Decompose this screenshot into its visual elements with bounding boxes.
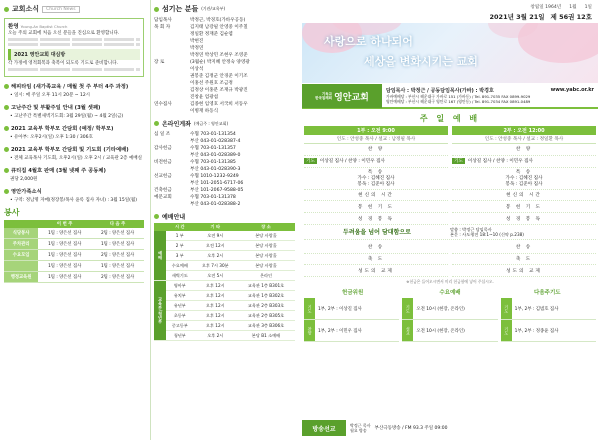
- schedule-place: 본당 B1 소예배: [237, 331, 295, 341]
- bullet-icon: [4, 126, 9, 131]
- account-row: [154, 173, 295, 187]
- offering-text: 1부, 2부 : 김범호 집사: [514, 306, 559, 312]
- slogan-line-2: 세상을 변화시키는 교회: [364, 55, 478, 68]
- church-info: [382, 88, 551, 104]
- table-row: [4, 239, 144, 250]
- staff-role: [154, 52, 190, 59]
- staff-role: [154, 73, 190, 80]
- staff-role: 목 회 자: [154, 25, 171, 30]
- news-item: [4, 124, 144, 140]
- staff-names: 박정연: [190, 46, 204, 51]
- prayer-row: [452, 156, 596, 168]
- pastor-info: 담임목사 : 박정근 / 공동담임목사(가바) : 박경호: [386, 88, 494, 94]
- bullet-icon: [4, 189, 9, 194]
- prayer-row: [304, 156, 448, 168]
- service-role: 행정교육원: [4, 272, 38, 283]
- table-row: [154, 261, 295, 271]
- schedule-title: 예배안내: [162, 214, 186, 221]
- order-item: 축 도: [452, 254, 596, 266]
- broadcast-footer: [302, 420, 598, 436]
- broadcast-pastor: 박정근 목사: [350, 423, 371, 428]
- account-row: [154, 187, 295, 194]
- staff-row: [154, 38, 295, 45]
- staff-names: 진창윤 엄광섭: [190, 95, 219, 100]
- account-number-1: 수협 703-01-131354: [190, 132, 236, 137]
- service-table: [4, 220, 144, 283]
- prayer-text: 이상길 집사 / 찬양 : 이민우 집사: [467, 159, 533, 165]
- logo-small-2: 한국침례회: [315, 96, 333, 100]
- news-item-title-text: 영안가족소식: [11, 189, 42, 195]
- news-item-title: [4, 124, 144, 132]
- order-item: 성도의 교제: [452, 265, 596, 277]
- special-song: [304, 168, 448, 190]
- order-item: 찬 송: [452, 242, 596, 254]
- order-item: 특 송: [367, 170, 385, 176]
- service-role: 식당봉사: [4, 228, 38, 239]
- staff-role: [154, 31, 190, 38]
- account-numbers: [190, 173, 243, 187]
- staff-role: [154, 45, 190, 52]
- offering-row: [501, 298, 596, 320]
- offering-label: 찬양: [304, 320, 315, 341]
- this-week: 1팀 : 양은선 집사: [38, 250, 91, 261]
- schedule-place: 온라인: [237, 271, 295, 281]
- order-item: 축 도: [304, 254, 448, 266]
- table-row: [154, 281, 295, 291]
- slogan-line-1: 사랑으로 하나되어: [324, 35, 413, 48]
- staff-row: [154, 73, 295, 80]
- schedule-group: 교육부/청년부: [154, 281, 166, 341]
- service-2: [452, 126, 596, 225]
- services: [300, 126, 600, 225]
- welcome-english: Young-An Baptist Church: [20, 24, 68, 29]
- offering-row: [304, 320, 399, 342]
- schedule-name: 2 부: [166, 241, 193, 251]
- schedule-table: [154, 223, 295, 341]
- staff-header: [154, 4, 295, 14]
- table-row: [154, 291, 295, 301]
- staff-names: 이상석: [190, 67, 204, 72]
- welcome-body: 오늘 주의 교회에 처음 오신 분들을 진심으로 환영합니다.: [8, 31, 120, 36]
- staff-subtitle: (기관/교육부): [201, 6, 226, 11]
- special-song-singer: 가수 : 김혜진 집사: [357, 176, 395, 182]
- staff-row: [154, 87, 295, 94]
- news-item: [4, 187, 144, 203]
- account-row: [154, 194, 295, 208]
- broadcast-day: 월요 방송: [350, 428, 367, 433]
- special-song: [452, 168, 596, 190]
- order-item: 찬 양: [452, 144, 596, 156]
- church-logo: [302, 84, 382, 108]
- order-item: 봉 헌 기 도: [304, 201, 448, 213]
- broadcast-station: 부산극동방송 / FM 93.3 주일 09:00: [374, 426, 448, 431]
- schedule-time: 오전 5시: [194, 271, 238, 281]
- bullet-icon: [4, 84, 9, 89]
- schedule-time: 오후 2시: [194, 331, 238, 341]
- schedule-name: 유년부: [166, 301, 193, 311]
- schedule-place: 교육관 2층 B303호: [237, 301, 295, 311]
- bullet-icon: [154, 7, 159, 12]
- schedule-place: 본당 사랑홀: [237, 261, 295, 271]
- staff-row: [154, 24, 295, 31]
- offering-label: 설교: [402, 320, 413, 341]
- schedule-place: 본당 사랑홀: [237, 241, 295, 251]
- staff-names: 박정근, 박경호(가바우공동): [190, 18, 246, 23]
- sermon-preacher: 말씀 : 박정근 담임목사: [450, 226, 492, 232]
- table-row: [4, 272, 144, 283]
- order-item: 찬 양: [304, 144, 448, 156]
- table-row: [154, 321, 295, 331]
- schedule-name: 영아부: [166, 281, 193, 291]
- sermon-row: [304, 225, 596, 240]
- logo-text: 영안교회: [334, 92, 369, 103]
- table-row: [154, 231, 295, 241]
- schedule-header-cell: 기 타: [194, 223, 238, 231]
- schedule-time: 오후 12시: [194, 291, 238, 301]
- founded: 창립일 1964년: [530, 5, 562, 10]
- account-number-2: 부산 043-01-028387-4: [190, 139, 241, 144]
- staff-names: 권봉준 김정군 안경준 이기조: [190, 74, 248, 79]
- account-number-2: 부산 043-01-028389-0: [190, 153, 241, 158]
- church-bar: [302, 85, 598, 109]
- news-title: 교회소식: [12, 5, 40, 13]
- staff-names: 박정연 박상민 조현우 조영준: [190, 53, 248, 58]
- table-row: [154, 271, 295, 281]
- schedule-header: [154, 212, 295, 221]
- order-item: 성 경 봉 독: [304, 213, 448, 225]
- table-row: [4, 228, 144, 239]
- staff-role: [154, 38, 190, 45]
- visitation-body: 각 가정에 영적회복과 축복이 되도록 기도로 준비합니다.: [8, 61, 118, 66]
- table-row: [4, 261, 144, 272]
- offering-text: 1부, 2부 : 정종윤 집사: [514, 328, 559, 334]
- staff-row: [154, 59, 295, 66]
- table-row: [154, 241, 295, 251]
- staff-row: [154, 101, 295, 108]
- account-type: 선교헌금: [154, 174, 172, 179]
- news-item: [4, 145, 144, 161]
- address-2: 영안예배당 : 부산시 해운대구 영안로 167 (영안동) / Tel. 891-7034 FAX 0891-0489: [386, 99, 531, 104]
- news-list: [4, 82, 144, 203]
- special-song-reader: 봉독 : 김준아 집사: [357, 182, 395, 188]
- this-week: 1팀 : 양은선 집사: [38, 261, 91, 272]
- news-item-body: • 구역: 정남명 자매(정장봉/목사 윤록 집사 자녀) : 3월 15일(월): [10, 198, 137, 203]
- account-type: 비전헌금: [154, 160, 172, 165]
- staff-role: 연수집사: [154, 102, 172, 107]
- staff-role: [154, 66, 190, 73]
- schedule-place: 교육관 1층 B301호: [237, 281, 295, 291]
- staff-names: 김지태 남강필 안영중 이주칠: [190, 25, 248, 30]
- schedule-time: 오전 12시: [194, 241, 238, 251]
- offering-column: [304, 298, 399, 342]
- offering-label: 기도: [304, 298, 315, 319]
- table-row: [154, 251, 295, 261]
- staff-names: 이병재 하동식: [190, 109, 219, 114]
- table-row: [154, 331, 295, 341]
- logo-small-1: 기독교: [321, 92, 333, 96]
- news-column: [0, 0, 148, 440]
- offering-text: 오전 10시 (현장, 온라인): [416, 328, 465, 334]
- schedule-time: 오후 12시: [194, 301, 238, 311]
- staff-role: [154, 80, 190, 87]
- welcome-box: [4, 18, 144, 77]
- service-leaders: 인도 : 안성중 목사 / 설교 : 정일환 목사: [452, 135, 596, 144]
- staff-names: 정일환 정재준 김순엽: [190, 32, 233, 37]
- next-week: 1팀 : 양은선 집사: [91, 261, 144, 272]
- offering-header: 수요예배: [439, 290, 461, 297]
- service-table-header: [4, 220, 38, 228]
- next-week: 2팀 : 양은선 집사: [91, 272, 144, 283]
- schedule-name: 새벽기도: [166, 271, 193, 281]
- news-item-body: • 고난주간 특별새벽기도회: 3월 29일(월) ~ 4월 2일(금): [10, 114, 124, 119]
- news-item-body: • 전체 교육목사 기도회, 오후2시(일) 오후 2시 / 교육관 2층 예배실: [10, 156, 142, 161]
- bullet-icon: [4, 168, 9, 173]
- table-row: [154, 311, 295, 321]
- news-item-title-text: 2021 교육부 학부모 간담회 및 기도회 (기타예배): [11, 147, 129, 153]
- schedule-name: 1 부: [166, 231, 193, 241]
- offering-grid: [304, 298, 596, 342]
- news-item-title-text: 고난주간 및 부활주일 안내 (3월 셋째): [11, 105, 101, 111]
- staff-row: [154, 80, 295, 87]
- bullet-icon: [4, 7, 9, 12]
- schedule-time: 오후 2시: [194, 251, 238, 261]
- offering-header: 헌금위원: [342, 290, 364, 297]
- staff-column: [150, 0, 298, 440]
- service-table-header: 다 음 주: [91, 220, 144, 228]
- account-number-2: 부산 043-01-028390-3: [190, 167, 241, 172]
- schedule-place: 본당 사랑홀: [237, 231, 295, 241]
- account-number-2: 부산 043-01-028388-2: [190, 202, 241, 207]
- next-week: 1팀 : 양은선 집사: [91, 239, 144, 250]
- staff-role: 장 로: [154, 60, 165, 65]
- order-item: 성도의 교제: [304, 265, 448, 277]
- staff-names: 김정상 이홍분 조재규 박광진: [190, 88, 248, 93]
- schedule-place: 본당 사랑홀: [237, 251, 295, 261]
- account-number-2: 부산 101-2051-6717-06: [190, 181, 244, 186]
- staff-row: [154, 66, 295, 73]
- prayer-text: 이상길 집사 / 찬양 : 이민우 집사: [319, 159, 385, 165]
- worship-title: 주 일 예 배: [419, 114, 481, 123]
- service-table-header: 이 번 주: [38, 220, 91, 228]
- bullet-icon: [4, 105, 9, 110]
- news-item: [4, 166, 144, 182]
- account-numbers: [190, 187, 243, 194]
- offering-label: 기도: [402, 298, 413, 319]
- account-numbers: [190, 131, 240, 145]
- offering-text: 1부, 2부 : 이상길 집사: [318, 306, 362, 312]
- welcome-heading: 환영: [8, 24, 19, 30]
- offering-text: 1부, 2부 : 이민우 집사: [318, 328, 362, 334]
- offering-text: 오전 10시 (현장, 온라인): [416, 306, 465, 312]
- next-week: 2팀 : 양은선 집사: [91, 250, 144, 261]
- order-item: 성 경 봉 독: [452, 213, 596, 225]
- news-item-body: • 일시: 매 주일 오후 11시 20분 ~ 12시: [10, 93, 91, 98]
- schedule-group: 예배: [154, 231, 166, 281]
- order-item: 현신의 시간: [304, 190, 448, 202]
- special-song-reader: 봉독 : 김준아 집사: [505, 182, 543, 188]
- staff-row: [154, 31, 295, 38]
- schedule-name: 초등부: [166, 311, 193, 321]
- offering-note: ※헌금은 들어오시면서 미리 헌금함에 넣어 주십시오.: [406, 279, 494, 285]
- online-title: 온라인게좌: [162, 121, 191, 128]
- schedule-name: 유치부: [166, 291, 193, 301]
- staff-names: (3월순) 박지혜 안정숙 양영광: [190, 60, 250, 65]
- staff-names: 김종현 임영호 서국희 서동우: [190, 102, 248, 107]
- website-link[interactable]: www.yabc.or.kr: [550, 87, 594, 93]
- staff-row: [154, 52, 295, 59]
- news-item: [4, 103, 144, 119]
- volume: 1월: [569, 5, 577, 10]
- schedule-name: 중고등부: [166, 321, 193, 331]
- offering-headers: [304, 288, 596, 296]
- this-week: 1팀 : 양은선 집사: [38, 272, 91, 283]
- staff-names: 박현진: [190, 39, 204, 44]
- schedule-name: 청년부: [166, 331, 193, 341]
- special-song-singer: 가수 : 김혜진 집사: [505, 176, 543, 182]
- broadcast-label: 방송선교: [302, 420, 346, 436]
- staff-row: [154, 45, 295, 52]
- table-row: [154, 301, 295, 311]
- staff-row: [154, 94, 295, 101]
- news-item-title: [4, 145, 144, 153]
- after-rows: [300, 242, 600, 277]
- account-list: [154, 131, 295, 208]
- schedule-header-cell: [154, 223, 166, 231]
- schedule-place: 교육관 1층 B302호: [237, 291, 295, 301]
- news-item-title: [4, 82, 144, 90]
- news-item-body: • 유아부: 오후2시(일) 오후 1:30 / 306호: [10, 135, 93, 140]
- offering-column: [402, 298, 497, 342]
- news-item-title: [4, 166, 144, 174]
- account-number-1: 수협 703-01-131385: [190, 160, 236, 165]
- schedule-header-cell: 시 간: [166, 223, 193, 231]
- offering-row: [501, 320, 596, 342]
- offering-row: [402, 320, 497, 342]
- staff-role: [154, 87, 190, 94]
- service-1: [304, 126, 448, 225]
- issue-date: 2021년 3월 21일: [489, 13, 545, 21]
- account-type: 건축헌금: [154, 188, 172, 193]
- schedule-time: 오후 12시: [194, 281, 238, 291]
- service-header: 1부 : 오전 9:00: [304, 126, 448, 135]
- staff-roles: [154, 17, 295, 115]
- schedule-name: 3 부: [166, 251, 193, 261]
- account-numbers: [190, 159, 240, 173]
- prayer-tag: 기도: [306, 159, 315, 165]
- this-week: 1팀 : 양은선 집사: [38, 239, 91, 250]
- staff-role: 담임목사: [154, 18, 172, 23]
- order-item: 찬 송: [304, 242, 448, 254]
- news-item-title-text: 2021 교육부 학부모 간담회 (예정/ 학부모): [11, 126, 114, 132]
- news-item-body: 권당 2,000원: [10, 177, 38, 182]
- online-header: [154, 119, 295, 128]
- offering-header: 다음주기도: [534, 290, 561, 297]
- service-role: 주차관리: [4, 239, 38, 250]
- table-row: [4, 250, 144, 261]
- worship-column: [300, 0, 600, 440]
- service-title: 봉사: [4, 208, 20, 217]
- staff-role: [154, 94, 190, 101]
- bullet-icon: [154, 121, 159, 126]
- schedule-header-cell: 장 소: [237, 223, 295, 231]
- schedule-time: 오후 12시: [194, 321, 238, 331]
- account-number-1: 수협 1010-1232-9249: [190, 174, 239, 179]
- hero-banner: [302, 23, 598, 83]
- account-number-1: 수협 703-01-131378: [190, 195, 236, 200]
- staff-names: 이홍선 주원호 조금정: [190, 81, 233, 86]
- account-numbers: [190, 194, 240, 208]
- sermon-title: 두려움을 넘어 담대함으로: [343, 229, 411, 237]
- staff-row: [154, 108, 295, 115]
- staff-role: [154, 108, 190, 115]
- bullet-icon: [154, 214, 159, 219]
- news-item-title-text: 해피타임 (새가족교육 / 매월 첫 주 부터 4주 과정): [11, 84, 129, 90]
- schedule-place: 교육관 3층 B306호: [237, 321, 295, 331]
- offering-column: [501, 298, 596, 342]
- schedule-time: 오후 7시 30분: [194, 261, 238, 271]
- news-item-title-text: 큐티집 4월호 판매 (3월 넷째 주 공동체): [11, 168, 106, 174]
- news-header: [4, 4, 144, 14]
- account-row: [154, 131, 295, 145]
- staff-title: 섬기는 분들: [162, 5, 199, 13]
- account-number-1: 수협 703-01-131357: [190, 146, 236, 151]
- offering-row: [304, 298, 399, 320]
- issue-number: 제 56권 12호: [550, 13, 592, 21]
- news-item: [4, 82, 144, 98]
- schedule-time: 오전 9시: [194, 231, 238, 241]
- account-type: 감사헌금: [154, 146, 172, 151]
- service-role: 수요모임: [4, 250, 38, 261]
- service-leaders: 인도 : 안성중 목사 / 설교 : 남정필 목사: [304, 135, 448, 144]
- offering-label: 기도: [501, 320, 512, 341]
- news-item-title: [4, 187, 144, 195]
- sermon-verse: 본문 : 사도행전 18:1~10 (신약 p.238): [450, 231, 524, 237]
- next-week: 2팀 : 양은선 집사: [91, 228, 144, 239]
- online-subtitle: (예금주 : 영안교회): [193, 120, 229, 126]
- issue-date-bar: [300, 10, 600, 23]
- order-item: 봉 헌 기 도: [452, 201, 596, 213]
- schedule-time: 오후 12시: [194, 311, 238, 321]
- account-numbers: [190, 145, 240, 159]
- offering-label: 기도: [501, 298, 512, 319]
- order-item: 현신의 시간: [452, 190, 596, 202]
- prayer-tag: 기도: [454, 159, 463, 165]
- account-number-1: 부산 101-2067-9588-05: [190, 188, 244, 193]
- account-row: [154, 145, 295, 159]
- masthead-top: [300, 0, 600, 10]
- this-week: 1팀 : 양은선 집사: [38, 228, 91, 239]
- account-type: 예문교회: [154, 195, 172, 200]
- schedule-place: 교육관 2층 B305호: [237, 311, 295, 321]
- address-1: 가바예배당 : 부산시 해운대구 가바로 151 (가바동) / Tel. 891-7035 FAX 0899-9029: [386, 94, 531, 99]
- schedule-name: 수요예배: [166, 261, 193, 271]
- visitation-heading: 2021 영안교회 대심방: [8, 49, 140, 60]
- offering-row: [402, 298, 497, 320]
- account-row: [154, 159, 295, 173]
- volume-day: 1일: [584, 5, 592, 10]
- news-item-title: [4, 103, 144, 111]
- news-subtitle: Church News: [42, 6, 80, 13]
- account-type: 십 일 조: [154, 132, 171, 137]
- order-item: 특 송: [515, 170, 533, 176]
- service-header: 2부 : 오전 12:00: [452, 126, 596, 135]
- bullet-icon: [4, 147, 9, 152]
- service-role: [4, 261, 38, 272]
- staff-row: [154, 17, 295, 24]
